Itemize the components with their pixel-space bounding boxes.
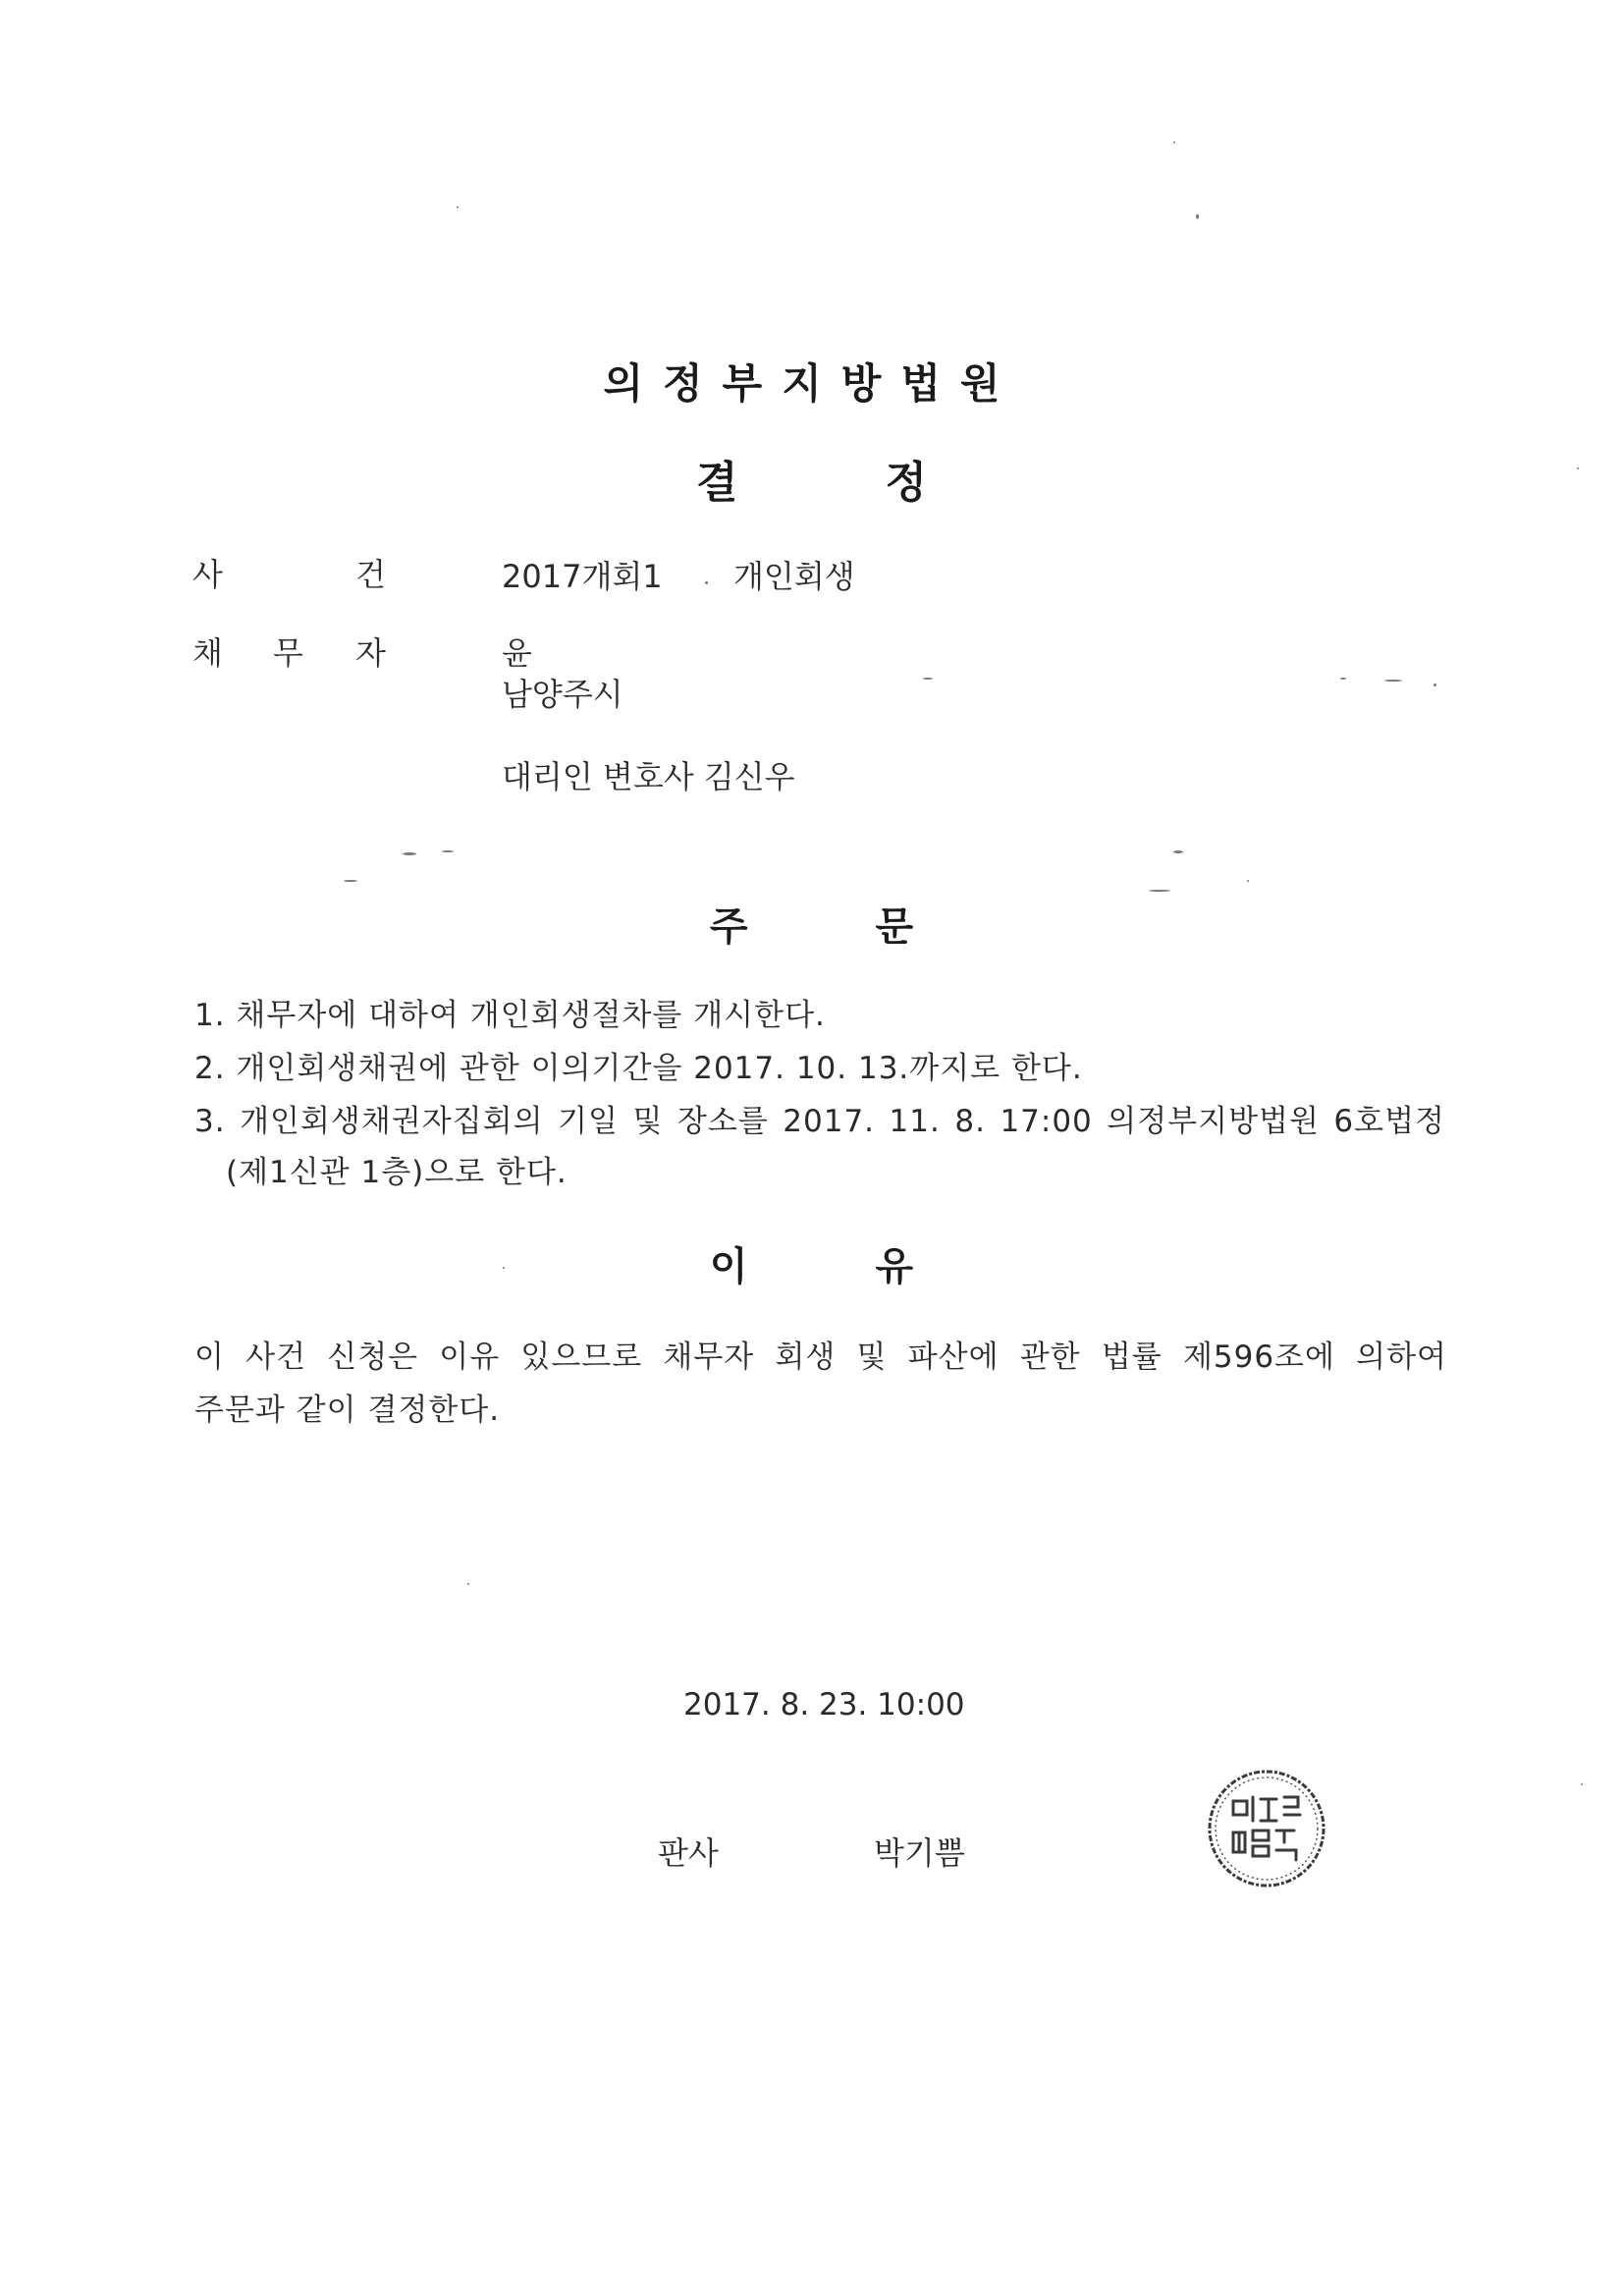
reason-line-2: 주문과 같이 결정한다. [194,1393,501,1428]
court-name: 의정부지방법원 [603,359,1020,408]
order-item-3: 3. 개인회생채권자집회의 기일 및 장소를 2017. 11. 8. 17:00 의정부지방법원 6호법정 [194,1104,1445,1139]
scan-speck [1149,890,1170,892]
scan-speck [457,206,459,208]
order-heading [0,896,1623,952]
scan-speck [1577,467,1579,469]
scan-speck [503,1267,505,1269]
order-item-1: 1. 채무자에 대하여 개인회생절차를 개시한다. [194,998,826,1033]
scan-speck [1173,141,1175,143]
debtor-address: 남양주시 [502,676,623,713]
debtor-label-char-1: 채 [192,634,223,672]
decision-date: 2017. 8. 23. 10:00 [683,1687,965,1722]
case-type: 개인회생 [733,558,855,595]
debtor-label-char-2: 무 [273,634,303,672]
reason-heading-left: 이 [709,1244,748,1289]
document-title-right: 정 [885,458,928,508]
order-heading-right: 문 [875,904,914,950]
case-label-char-2: 건 [355,556,386,593]
debtor-label-char-3: 자 [355,634,386,672]
order-item-3-continued: (제1신관 1층)으로 한다. [226,1155,568,1190]
scan-speck [923,678,933,680]
judge-title: 판사 [658,1834,719,1872]
scan-speck [705,581,708,584]
case-label-2 [355,550,386,595]
scan-speck [1434,683,1436,686]
agent-line: 대리인 변호사 김신우 [502,758,795,795]
reason-heading [0,1235,1623,1291]
scan-speck [1196,214,1199,219]
reason-line-1: 이 사건 신청은 이유 있으므로 채무자 회생 및 파산에 관한 법률 제596조에 의하여 [194,1339,1447,1375]
scan-speck [403,852,416,855]
scan-speck [1581,1783,1583,1785]
scan-speck [442,850,454,852]
order-heading-left: 주 [709,904,748,950]
scan-speck [1340,678,1346,680]
order-item-2: 2. 개인회생채권에 관한 이의기간을 2017. 10. 13.까지로 한다. [194,1051,1083,1086]
case-label-char-1: 사 [192,556,223,593]
scan-speck [1173,850,1183,853]
reason-heading-right: 유 [875,1244,914,1289]
scan-speck [1384,680,1402,682]
document-title-left: 결 [695,458,738,508]
case-label [192,550,223,595]
document-title [0,447,1623,510]
debtor-name: 윤 [502,634,532,672]
scan-speck [1247,880,1249,882]
scan-speck [344,880,357,882]
scan-speck [467,1583,469,1585]
judge-name: 박기쁨 [874,1834,965,1872]
case-number: 2017개회1 [502,558,663,595]
judge-seal-stamp [1206,1768,1327,1889]
